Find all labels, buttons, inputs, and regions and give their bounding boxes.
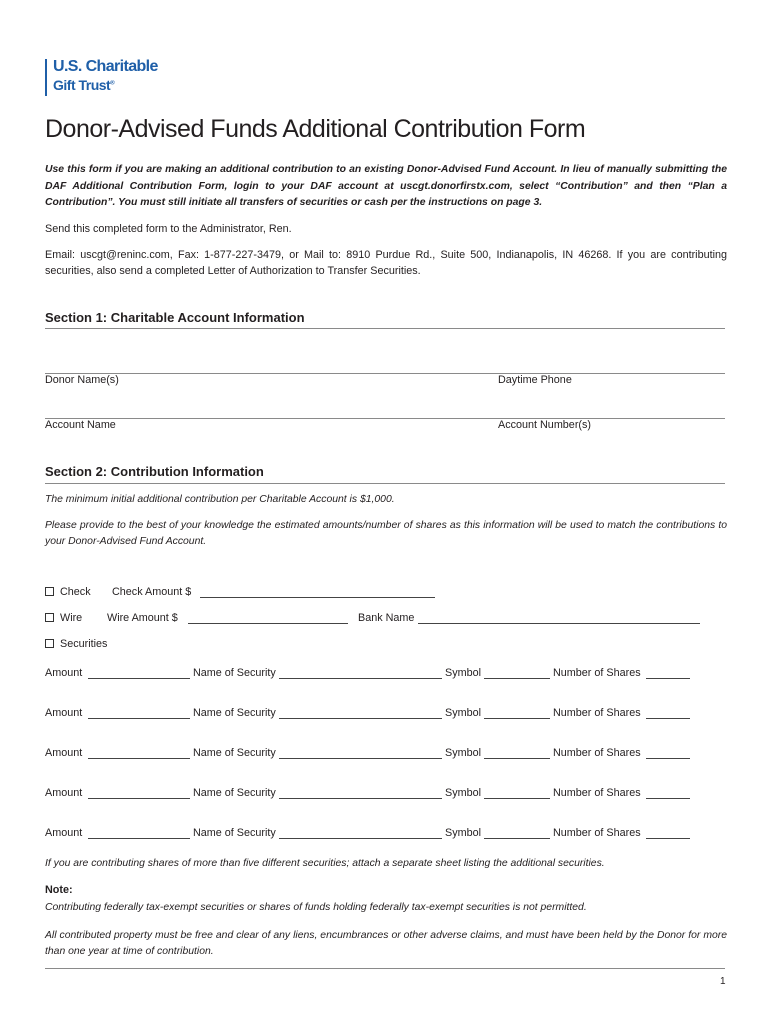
security-shares-label: Number of Shares [553, 747, 641, 759]
wire-checkbox[interactable] [45, 613, 54, 622]
estimate-instruction: Please provide to the best of your knowledge the estimated amounts/number of shares as this information will be used to match the contributions to your Donor-Advised Fund Account. [45, 520, 727, 547]
wire-label: Wire [60, 612, 83, 624]
security-symbol-field[interactable] [484, 798, 550, 799]
logo-bar [45, 59, 47, 96]
daytime-phone-label: Daytime Phone [498, 374, 572, 386]
section2-rule [45, 483, 725, 484]
security-amount-field[interactable] [88, 758, 190, 759]
donor-name-field-line[interactable] [45, 373, 725, 374]
security-amount-label: Amount [45, 827, 83, 839]
security-shares-field[interactable] [646, 838, 690, 839]
page-number: 1 [720, 976, 726, 987]
security-symbol-label: Symbol [445, 827, 482, 839]
security-amount-label: Amount [45, 667, 83, 679]
logo-line2 [53, 77, 114, 93]
check-amount-label: Check Amount $ [112, 586, 192, 598]
check-label: Check [60, 586, 91, 598]
security-name-field[interactable] [279, 798, 442, 799]
security-symbol-field[interactable] [484, 678, 550, 679]
note-liens: All contributed property must be free and clear of any liens, encumbrances or other adverse claims, and must have been held by the Donor for more than one year at time of contribution. [45, 930, 727, 957]
page-title: Donor-Advised Funds Additional Contribution Form [45, 115, 586, 143]
send-instruction: Send this completed form to the Administrator, Ren. [45, 223, 292, 235]
donor-names-label: Donor Name(s) [45, 374, 119, 386]
note-heading: Note: [45, 884, 73, 896]
section1-heading: Section 1: Charitable Account Information [45, 310, 305, 325]
security-name-field[interactable] [279, 718, 442, 719]
security-shares-field[interactable] [646, 678, 690, 679]
security-amount-field[interactable] [88, 678, 190, 679]
security-amount-label: Amount [45, 787, 83, 799]
bank-name-label: Bank Name [358, 612, 415, 624]
security-name-label: Name of Security [193, 707, 276, 719]
securities-label: Securities [60, 638, 108, 650]
account-name-label: Account Name [45, 419, 116, 431]
intro-paragraph: Use this form if you are making an additional contribution to an existing Donor-Advised Fund Account. In lieu of manually submitting the DAF Additional Contribution Form, login to your DAF account at uscgt.donorfirstx.com, select “Contribution” and then “Plan a Contribution”. You must still initiate all transfers of securities or cash per the instructions on page 3. [45, 164, 727, 208]
more-than-five-note: If you are contributing shares of more than five different securities; attach a separate sheet listing the additional securities. [45, 858, 605, 869]
email-instruction: Email: uscgt@reninc.com, Fax: 1-877-227-3479, or Mail to: 8910 Purdue Rd., Suite 500, Indianapolis, IN 46268. If you are contributing securities, also send a completed Letter of Authorization to Transfer Securities. [45, 249, 727, 277]
security-shares-field[interactable] [646, 718, 690, 719]
security-shares-field[interactable] [646, 758, 690, 759]
check-checkbox[interactable] [45, 587, 54, 596]
security-shares-field[interactable] [646, 798, 690, 799]
security-shares-label: Number of Shares [553, 827, 641, 839]
security-symbol-label: Symbol [445, 667, 482, 679]
security-symbol-field[interactable] [484, 718, 550, 719]
footer-rule [45, 968, 725, 969]
security-name-field[interactable] [279, 758, 442, 759]
note-tax-exempt: Contributing federally tax-exempt securities or shares of funds holding federally tax-exempt securities is not permitted. [45, 902, 587, 913]
security-amount-field[interactable] [88, 838, 190, 839]
security-symbol-field[interactable] [484, 838, 550, 839]
account-number-label: Account Number(s) [498, 419, 592, 431]
security-amount-field[interactable] [88, 718, 190, 719]
bank-name-field[interactable] [418, 623, 700, 624]
security-amount-field[interactable] [88, 798, 190, 799]
security-symbol-label: Symbol [445, 707, 482, 719]
wire-amount-label: Wire Amount $ [107, 612, 178, 624]
logo-line2-text: Gift Trust [53, 77, 111, 93]
account-name-field-line[interactable] [45, 418, 725, 419]
security-amount-label: Amount [45, 707, 83, 719]
minimum-contribution-text: The minimum initial additional contribution per Charitable Account is $1,000. [45, 494, 395, 505]
logo-line1: U.S. Charitable [53, 58, 158, 75]
security-name-label: Name of Security [193, 787, 276, 799]
section1-rule [45, 328, 725, 329]
security-name-field[interactable] [279, 678, 442, 679]
section2-heading: Section 2: Contribution Information [45, 464, 264, 479]
security-shares-label: Number of Shares [553, 707, 641, 719]
securities-checkbox[interactable] [45, 639, 54, 648]
security-shares-label: Number of Shares [553, 787, 641, 799]
security-amount-label: Amount [45, 747, 83, 759]
registered-mark: ® [110, 80, 115, 87]
security-shares-label: Number of Shares [553, 667, 641, 679]
security-name-field[interactable] [279, 838, 442, 839]
security-symbol-label: Symbol [445, 747, 482, 759]
security-name-label: Name of Security [193, 747, 276, 759]
security-symbol-field[interactable] [484, 758, 550, 759]
security-symbol-label: Symbol [445, 787, 482, 799]
security-name-label: Name of Security [193, 667, 276, 679]
check-amount-field[interactable] [200, 597, 435, 598]
security-name-label: Name of Security [193, 827, 276, 839]
wire-amount-field[interactable] [188, 623, 348, 624]
